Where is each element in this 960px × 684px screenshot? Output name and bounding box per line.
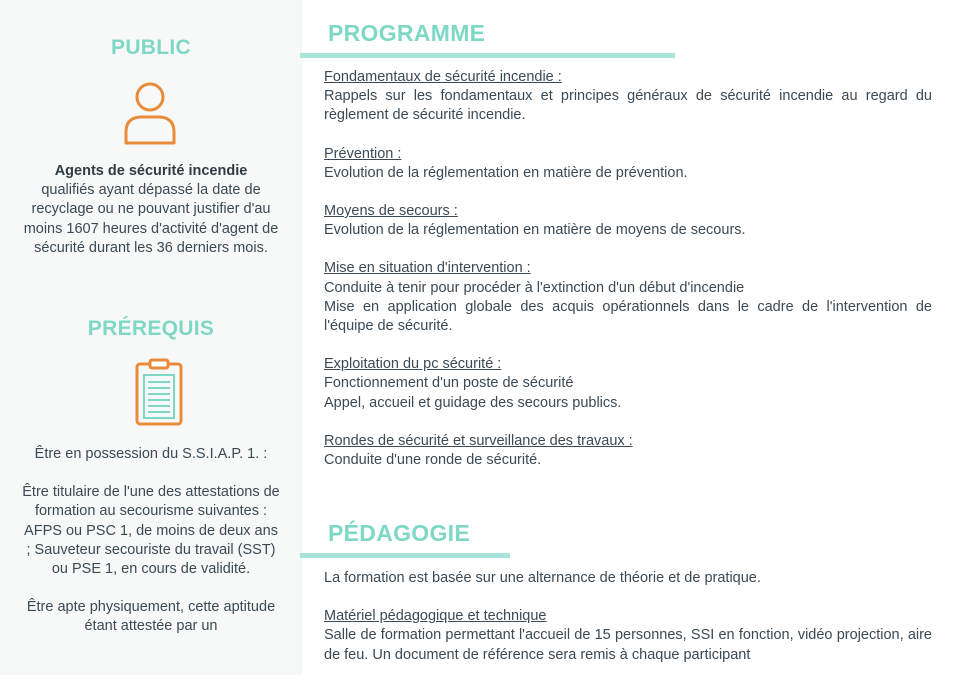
prerequis-paragraph: Être apte physiquement, cette aptitude étant attestée par un <box>26 599 276 635</box>
programme-rule <box>300 53 675 58</box>
block-line: Salle de formation permettant l'accueil de 15 personnes, SSI en fonction, vidéo projection, aire de feu. Un document de référence sera remis à chaque participant <box>324 627 932 663</box>
prerequis-heading: PRÉREQUIS <box>87 317 215 340</box>
public-heading: PUBLIC <box>111 36 191 59</box>
block-title: Exploitation du pc sécurité : <box>324 356 502 373</box>
public-description <box>22 162 280 258</box>
pedagogie-section <box>324 569 932 684</box>
block-line: Conduite d'une ronde de sécurité. <box>324 452 542 469</box>
pedagogie-heading: PÉDAGOGIE <box>328 520 471 546</box>
block-line: Mise en application globale des acquis opérationnels dans le cadre de l'intervention de l'équipe de sécurité. <box>324 298 932 335</box>
public-bold-label: Agents de sécurité incendie <box>54 163 248 179</box>
programme-block <box>324 202 932 240</box>
programme-section <box>324 68 932 489</box>
public-text: qualifiés ayant dépassé la date de recyclage ou ne pouvant justifier d'au moins 1607 heures d'activité d'agent de sécurité durant les 36 derniers mois. <box>23 182 279 256</box>
block-title: Matériel pédagogique et technique <box>324 608 547 625</box>
programme-block <box>324 259 932 336</box>
block-title: Mise en situation d'intervention : <box>324 260 531 277</box>
programme-block <box>324 355 932 413</box>
block-line: Evolution de la réglementation en matière de prévention. <box>324 164 688 181</box>
block-line: Rappels sur les fondamentaux et principes généraux de sécurité incendie au regard du règlement de sécurité incendie. <box>324 88 932 124</box>
block-line: Evolution de la réglementation en matière de moyens de secours. <box>324 222 746 239</box>
block-title: Prévention : <box>324 145 402 162</box>
clipboard-icon <box>133 358 185 428</box>
block-title: Rondes de sécurité et surveillance des travaux : <box>324 432 633 449</box>
pedagogie-rule <box>300 553 510 558</box>
programme-heading: PROGRAMME <box>328 20 486 46</box>
pedagogie-intro <box>324 569 932 588</box>
block-title: Moyens de secours : <box>324 203 458 220</box>
block-line: Conduite à tenir pour procéder à l'extinction d'un début d'incendie <box>324 279 745 296</box>
block-line: Appel, accueil et guidage des secours publics. <box>324 394 622 411</box>
pedagogie-intro-text: La formation est basée sur une alternance de théorie et de pratique. <box>324 570 761 586</box>
programme-block <box>324 145 932 183</box>
person-icon <box>123 80 177 146</box>
prerequis-paragraph: Être en possession du S.S.I.A.P. 1. : <box>34 446 268 462</box>
block-line: Fonctionnement d'un poste de sécurité <box>324 375 574 392</box>
programme-block <box>324 432 932 470</box>
pedagogie-block <box>324 607 932 665</box>
block-title: Fondamentaux de sécurité incendie : <box>324 69 562 85</box>
prerequis-text <box>22 445 280 656</box>
sidebar <box>0 0 302 675</box>
programme-block <box>324 68 932 126</box>
prerequis-paragraph: Être titulaire de l'une des attestations de formation au secourisme suivantes : AFPS ou PSC 1, de moins de deux ans ; Sauveteur secouriste du travail (SST) ou PSE 1, en cours de validité. <box>22 484 280 578</box>
